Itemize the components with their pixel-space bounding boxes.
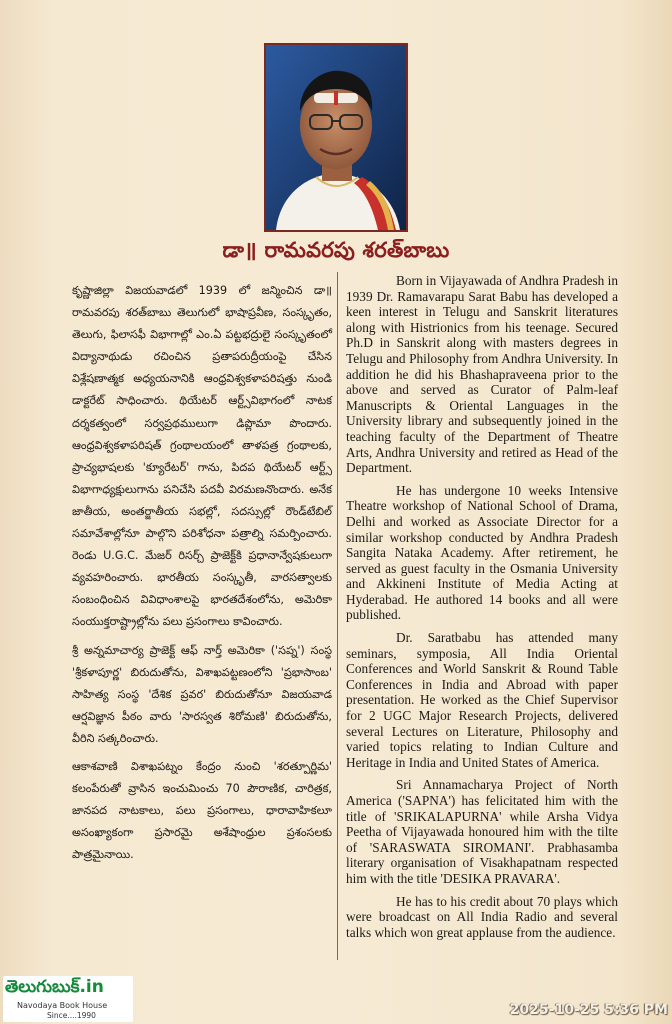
logo-since: Since....1990	[47, 1011, 96, 1020]
telugu-paragraph: శ్రీ అన్నమాచార్య ప్రాజెక్ట్ ఆఫ్ నార్త్ అమెరికా ('సప్న') సంస్థ 'శ్రీకళాపూర్ణ' బిరుదుతోను, విశాఖపట్టణంలోని 'ప్రభాసాంబ' సాహిత్య సంస్థ 'దేశిక ప్రవర' బిరుదుతోనూ విజయవాడ ఆర్షవిజ్ఞాన పీఠం వారు 'సారస్వత శిరోమణి' బిరుదుతోను, వీరిని సత్కరించారు.	[72, 643, 332, 745]
logo-brand: తెలుగుబుక్.in	[5, 977, 104, 997]
english-paragraph: Sri Annamacharya Project of North America ('SAPNA') has felicitated him with the title of 'SRIKALAPURNA' while Arsha Vidya Peetha of Vijayawada honoured him with the tilte of 'SARASWATA SIROMANI'. Prabhasamba literary organisation of Visakhapatnam respected him with the title 'DESIKA PRAVARA'.	[346, 777, 618, 886]
telugu-biography-column	[72, 280, 332, 866]
english-paragraph: Dr. Saratbabu has attended many seminars, symposia, All India Oriental Conferences and World Sanskrit & Round Table Conferences in India and Abroad with paper presentation. He worked as the Chief Supervisor for 2 UGC Major Research Projects, delivered several Lectures on Literature, Philosophy and varied topics relating to Indian Culture and Heritage in India and United States of America.	[346, 630, 618, 770]
column-divider	[337, 272, 338, 960]
english-paragraph: He has undergone 10 weeks Intensive Theatre workshop of National School of Drama, Delhi and worked as Associate Director for a similar workshop conducted by Andhra Pradesh Sangita Nataka Academy. After retirement, he served as guest faculty in the Osmania University and Akkineni Institute of Media Acting at Hyderabad. He authored 14 books and all were published.	[346, 482, 618, 623]
author-portrait	[264, 43, 408, 232]
author-name-heading: డా॥ రామవరపు శరత్‌బాబు	[222, 238, 450, 262]
telugu-paragraph: కృష్ణాజిల్లా విజయవాడలో 1939 లో జన్మించిన డా॥రామవరపు శరత్‌బాబు తెలుగులో భాషాప్రవీణ, సంస్కృతం, తెలుగు, ఫిలాసఫీ విభాగాల్లో ఎం.ఏ పట్టభద్రులై సంస్కృతంలో విద్యానాథుడు రచించిన ప్రతాపరుద్రీయంపై చేసిన విశ్లేషణాత్మక అధ్యయనానికి ఆంధ్రవిశ్వకళాపరిషత్తు నుండి డాక్టరేట్ సాధించారు. థియేటర్ ఆర్ట్స్‌విభాగంలో నాటక దర్శకత్వంలో సర్వప్రథములుగా డిప్లొమా పొందారు. ఆంధ్రవిశ్వకళాపరిషత్ గ్రంథాలయంలో తాళపత్ర గ్రంథాలకు, ప్రాచ్యభాషలకు 'క్యూరేటర్' గాను, పిదప థియేటర్ ఆర్ట్స్ విభాగాధ్యక్షులుగాను పనిచేసి పదవీ విరమణనొందారు. అనేక జాతీయ, అంతర్జాతీయ సభల్లో, సదస్సుల్లో రౌండ్‌టేబిల్ సమావేశాల్లోనూ పాల్గొని పరిశోధనా పత్రాల్ని సమర్పించారు. రెండు U.G.C. మేజర్ రిసర్చ్ ప్రాజెక్ట్‌కి ప్రధానాన్వేషకులుగా వ్యవహరించారు. భారతీయ సంస్కృతీ, వారసత్వాలకు సంబంధించిన వివిధాంశాలపై భారతదేశంలోను, అమెరికా సంయుక్తరాష్ట్రాల్లోను పలు ప్రసంగాలు కావించారు.	[72, 284, 332, 629]
publisher-watermark-logo	[3, 976, 133, 1022]
english-paragraph: Born in Vijayawada of Andhra Pradesh in 1939 Dr. Ramavarapu Sarat Babu has developed a keen interest in Telugu and Sanskrit literatures along with Histrionics from his teenage. Secured Ph.D in Sanskrit along with masters degrees in Telugu and Philosophy from Andhra University. In addition he did his Bhashapraveena prior to the above and served as Curator of Palm-leaf Manuscripts & Oriental Languages in the University library and subsequently joined in the teaching faculty of the Department of Theatre Arts, Andhra University and retired as Head of the Department.	[346, 273, 619, 476]
english-paragraph: He has to his credit about 70 plays which were broadcast on All India Radio and several talks which won great applause from the audience.	[346, 893, 618, 940]
logo-tagline: Navodaya Book House	[17, 1001, 108, 1010]
telugu-paragraph: ఆకాశవాణి విశాఖపట్నం కేంద్రం నుంచి 'శరత్పూర్ణిమ' కలంపేరుతో వ్రాసిన ఇంచుమించు 70 పౌరాణిక, చారిత్రక, జానపద నాటకాలు, పలు ప్రసంగాలు, ధారావాహికలూ అసంఖ్యాకంగా ప్రసారమై అశేషాంధ్రుల ప్రశంసలకు పాత్రమైనాయి.	[72, 759, 332, 862]
english-biography-column	[346, 273, 618, 940]
photo-timestamp: 2025-10-25 5:36 PM	[509, 1002, 668, 1018]
